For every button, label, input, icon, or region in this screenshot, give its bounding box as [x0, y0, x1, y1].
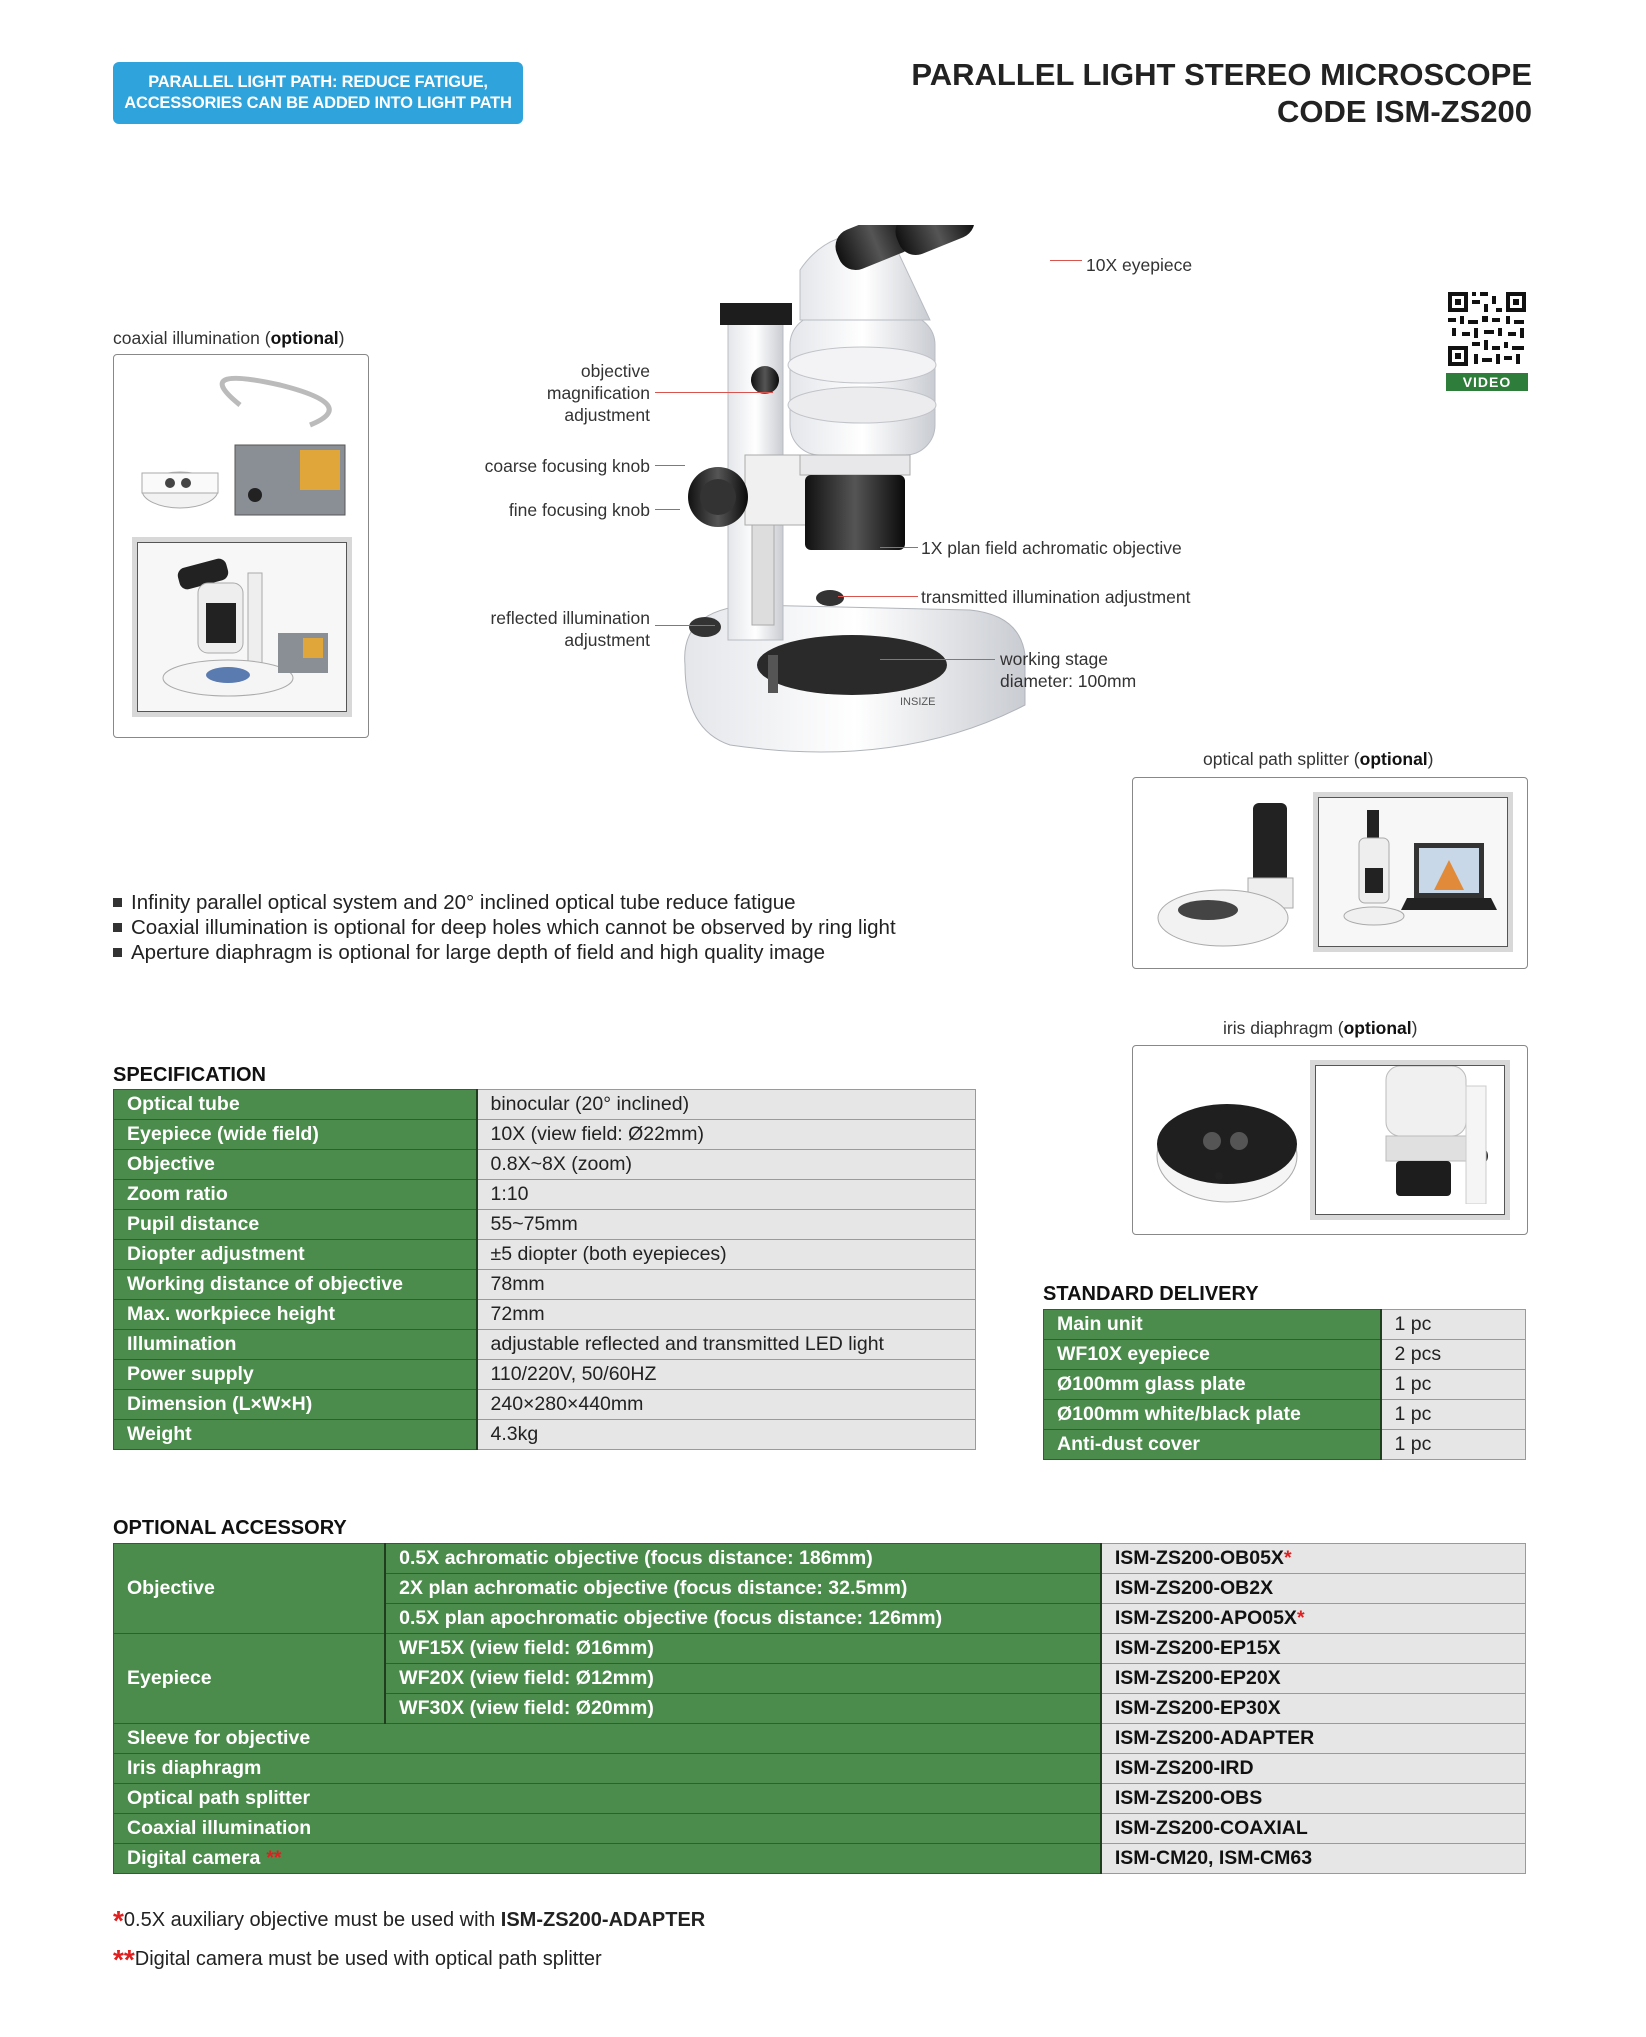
accessory-code-text: ISM-ZS200-OBS: [1114, 1787, 1263, 1809]
splitter-inset-frame: [1318, 797, 1508, 947]
accessory-row: [114, 1814, 1526, 1844]
accessory-desc: 0.5X achromatic objective (focus distance: 186mm): [385, 1544, 1101, 1574]
accessory-code-text: ISM-ZS200-COAXIAL: [1114, 1817, 1308, 1839]
delivery-qty: 2 pcs: [1381, 1340, 1526, 1370]
spec-key: Dimension (L×W×H): [114, 1390, 477, 1420]
spec-row: [114, 1300, 976, 1330]
label-stage-1: working stage: [1000, 649, 1108, 669]
spec-key: Objective: [114, 1150, 477, 1180]
delivery-qty: 1 pc: [1381, 1310, 1526, 1340]
spec-row: [114, 1420, 976, 1450]
spec-row: [114, 1240, 976, 1270]
callout-line-eyepiece: [1050, 260, 1082, 261]
banner-line-1: PARALLEL LIGHT PATH: REDUCE FATIGUE,: [148, 73, 488, 91]
spec-value: adjustable reflected and transmitted LED light: [477, 1330, 976, 1360]
header-banner: [113, 62, 523, 124]
accessory-code: [1101, 1814, 1526, 1844]
accessory-code-text: ISM-ZS200-APO05X: [1114, 1607, 1297, 1629]
label-eyepiece: 10X eyepiece: [1086, 255, 1193, 275]
accessory-desc-text: Optical path splitter: [127, 1787, 311, 1809]
accessory-desc: [114, 1754, 1101, 1784]
accessory-code: [1101, 1844, 1526, 1874]
delivery-item: Main unit: [1044, 1310, 1381, 1340]
spec-key: Illumination: [114, 1330, 477, 1360]
accessory-heading: OPTIONAL ACCESSORY: [113, 1517, 347, 1539]
delivery-qty: 1 pc: [1381, 1430, 1526, 1460]
note-adapter: [113, 1905, 705, 1937]
accessory-row: [114, 1724, 1526, 1754]
delivery-item: WF10X eyepiece: [1044, 1340, 1381, 1370]
delivery-item: Ø100mm glass plate: [1044, 1370, 1381, 1400]
accessory-code: [1101, 1634, 1526, 1664]
accessory-desc: [114, 1724, 1101, 1754]
coaxial-optional: optional: [270, 328, 339, 348]
splitter-inset: [1313, 792, 1513, 952]
accessory-desc-text: Digital camera: [127, 1847, 261, 1869]
specification-heading: SPECIFICATION: [113, 1064, 266, 1086]
accessory-code: [1101, 1604, 1526, 1634]
accessory-code: [1101, 1574, 1526, 1604]
spec-row: [114, 1210, 976, 1240]
iris-inset: [1310, 1060, 1510, 1220]
iris-box: [1132, 1045, 1528, 1235]
callout-line-objective: [880, 547, 918, 548]
accessory-group: Eyepiece: [114, 1634, 386, 1724]
note-1-text: 0.5X auxiliary objective must be used with: [123, 1909, 501, 1931]
spec-row: [114, 1120, 976, 1150]
accessory-row: [114, 1754, 1526, 1784]
coaxial-box: [113, 354, 369, 738]
label-reflected: [440, 607, 650, 651]
iris-caption: iris diaphragm (optional): [1223, 1018, 1418, 1038]
splitter-caption-text: optical path splitter: [1203, 749, 1349, 769]
accessory-row: [114, 1634, 1526, 1664]
feature-item: Aperture diaphragm is optional for large depth of field and high quality image: [113, 940, 896, 965]
label-stage-2: diameter: 100mm: [1000, 671, 1137, 691]
spec-value: ±5 diopter (both eyepieces): [477, 1240, 976, 1270]
spec-row: [114, 1090, 976, 1120]
label-coarse-knob: coarse focusing knob: [484, 456, 650, 476]
brand-mark: INSIZE: [900, 696, 936, 708]
accessory-row: [114, 1844, 1526, 1874]
coaxial-setup-image: [138, 543, 336, 701]
accessory-code-text: ISM-ZS200-EP20X: [1114, 1667, 1281, 1689]
callout-line-objective-mag: [655, 392, 773, 393]
spec-key: Optical tube: [114, 1090, 477, 1120]
accessory-row: [114, 1544, 1526, 1574]
qr-code-icon: [1446, 290, 1528, 368]
accessory-code-text: ISM-ZS200-OB2X: [1114, 1577, 1274, 1599]
accessory-desc: WF30X (view field: Ø20mm): [385, 1694, 1101, 1724]
spec-value: 10X (view field: Ø22mm): [477, 1120, 976, 1150]
accessory-code: [1101, 1784, 1526, 1814]
page-title: [911, 56, 1532, 130]
callout-line-stage: [880, 659, 995, 660]
title-line-1: PARALLEL LIGHT STEREO MICROSCOPE: [911, 57, 1532, 92]
delivery-row: [1044, 1370, 1526, 1400]
coaxial-illumination-image: [120, 365, 360, 535]
spec-row: [114, 1390, 976, 1420]
delivery-item: Anti-dust cover: [1044, 1430, 1381, 1460]
label-obj-mag-1: objective: [580, 361, 650, 381]
callout-line-reflected: [655, 625, 715, 626]
iris-setup-image: [1316, 1066, 1494, 1204]
spec-value: binocular (20° inclined): [477, 1090, 976, 1120]
label-reflected-2: adjustment: [564, 630, 650, 650]
delivery-qty: 1 pc: [1381, 1400, 1526, 1430]
delivery-item: Ø100mm white/black plate: [1044, 1400, 1381, 1430]
note-1-bold: ISM-ZS200-ADAPTER: [500, 1909, 706, 1931]
accessory-code: [1101, 1544, 1526, 1574]
accessory-code-text: ISM-ZS200-EP30X: [1114, 1697, 1281, 1719]
accessory-desc-text: Sleeve for objective: [127, 1727, 311, 1749]
accessory-desc-text: Iris diaphragm: [127, 1757, 262, 1779]
spec-value: 240×280×440mm: [477, 1390, 976, 1420]
accessory-desc: [114, 1814, 1101, 1844]
delivery-row: [1044, 1340, 1526, 1370]
spec-row: [114, 1360, 976, 1390]
delivery-qty: 1 pc: [1381, 1370, 1526, 1400]
delivery-row: [1044, 1400, 1526, 1430]
label-obj-mag-3: adjustment: [564, 405, 650, 425]
accessory-table: [113, 1543, 1526, 1874]
spec-key: Working distance of objective: [114, 1270, 477, 1300]
coaxial-inset: [132, 537, 352, 717]
feature-item: Infinity parallel optical system and 20° inclined optical tube reduce fatigue: [113, 890, 896, 915]
label-stage: [1000, 648, 1136, 692]
spec-value: 4.3kg: [477, 1420, 976, 1450]
video-qr-code[interactable]: [1446, 290, 1528, 390]
callout-line-coarse: [655, 465, 685, 466]
spec-value: 78mm: [477, 1270, 976, 1300]
spec-value: 72mm: [477, 1300, 976, 1330]
coaxial-caption: coaxial illumination (optional): [113, 328, 345, 348]
spec-row: [114, 1270, 976, 1300]
accessory-code: [1101, 1664, 1526, 1694]
spec-key: Pupil distance: [114, 1210, 477, 1240]
video-label: VIDEO: [1446, 373, 1528, 391]
delivery-heading: STANDARD DELIVERY: [1043, 1283, 1259, 1305]
spec-value: 110/220V, 50/60HZ: [477, 1360, 976, 1390]
accessory-code-text: ISM-ZS200-EP15X: [1114, 1637, 1281, 1659]
spec-value: 0.8X~8X (zoom): [477, 1150, 976, 1180]
iris-optional: optional: [1343, 1018, 1412, 1038]
footnote-star: *: [1283, 1547, 1292, 1569]
note-star-2: **: [113, 1944, 135, 1975]
splitter-setup-image: [1319, 798, 1497, 936]
title-line-2: CODE ISM-ZS200: [1277, 94, 1532, 129]
note-2-text: Digital camera must be used with optical path splitter: [134, 1948, 602, 1970]
accessory-code-text: ISM-CM20, ISM-CM63: [1114, 1847, 1313, 1869]
footnote-star: *: [1296, 1607, 1305, 1629]
banner-line-2: ACCESSORIES CAN BE ADDED INTO LIGHT PATH: [124, 94, 512, 112]
spec-value: 1:10: [477, 1180, 976, 1210]
iris-inset-frame: [1315, 1065, 1505, 1215]
feature-item: Coaxial illumination is optional for deep holes which cannot be observed by ring light: [113, 915, 896, 940]
accessory-code: [1101, 1754, 1526, 1784]
delivery-row: [1044, 1310, 1526, 1340]
spec-key: Zoom ratio: [114, 1180, 477, 1210]
splitter-optional: optional: [1359, 749, 1428, 769]
note-star-1: *: [113, 1905, 124, 1936]
spec-key: Power supply: [114, 1360, 477, 1390]
accessory-row: [114, 1784, 1526, 1814]
iris-diaphragm-image: [1147, 1056, 1307, 1226]
splitter-caption: optical path splitter (optional): [1203, 749, 1434, 769]
iris-caption-text: iris diaphragm: [1223, 1018, 1333, 1038]
spec-key: Max. workpiece height: [114, 1300, 477, 1330]
accessory-desc: 0.5X plan apochromatic objective (focus distance: 126mm): [385, 1604, 1101, 1634]
spec-key: Eyepiece (wide field): [114, 1120, 477, 1150]
feature-list: [113, 890, 896, 965]
accessory-desc: [114, 1844, 1101, 1874]
coaxial-caption-text: coaxial illumination: [113, 328, 260, 348]
specification-table: [113, 1089, 976, 1450]
footnote-star: **: [266, 1847, 282, 1869]
spec-row: [114, 1330, 976, 1360]
optical-splitter-image: [1153, 788, 1313, 958]
label-transmitted: transmitted illumination adjustment: [921, 587, 1191, 607]
label-reflected-1: reflected illumination: [490, 608, 650, 628]
delivery-table: [1043, 1309, 1526, 1460]
spec-key: Diopter adjustment: [114, 1240, 477, 1270]
accessory-group: Objective: [114, 1544, 386, 1634]
callout-line-transmitted: [838, 596, 918, 597]
accessory-code-text: ISM-ZS200-OB05X: [1114, 1547, 1284, 1569]
spec-value: 55~75mm: [477, 1210, 976, 1240]
delivery-row: [1044, 1430, 1526, 1460]
label-objective-magnification: [480, 360, 650, 426]
spec-row: [114, 1180, 976, 1210]
label-fine-knob: fine focusing knob: [508, 500, 650, 520]
callout-line-fine: [655, 509, 680, 510]
accessory-desc: [114, 1784, 1101, 1814]
accessory-code: [1101, 1694, 1526, 1724]
coaxial-inset-frame: [137, 542, 347, 712]
accessory-desc: 2X plan achromatic objective (focus distance: 32.5mm): [385, 1574, 1101, 1604]
accessory-desc-text: Coaxial illumination: [127, 1817, 312, 1839]
accessory-code-text: ISM-ZS200-ADAPTER: [1114, 1727, 1315, 1749]
splitter-box: [1132, 777, 1528, 969]
accessory-code: [1101, 1724, 1526, 1754]
accessory-code-text: ISM-ZS200-IRD: [1114, 1757, 1254, 1779]
note-camera: [113, 1944, 602, 1976]
spec-key: Weight: [114, 1420, 477, 1450]
label-obj-mag-2: magnification: [546, 383, 650, 403]
accessory-desc: WF15X (view field: Ø16mm): [385, 1634, 1101, 1664]
accessory-desc: WF20X (view field: Ø12mm): [385, 1664, 1101, 1694]
spec-row: [114, 1150, 976, 1180]
label-objective: 1X plan field achromatic objective: [921, 538, 1182, 558]
